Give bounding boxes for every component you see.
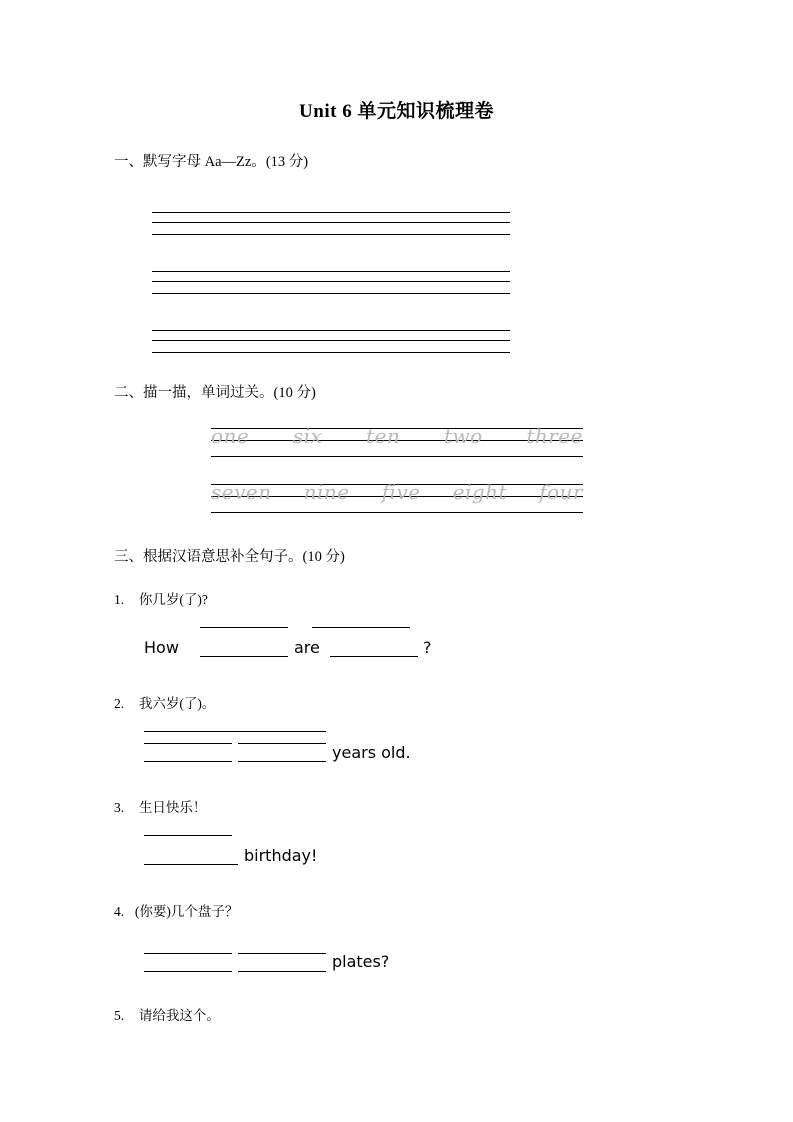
question-4-blank-3[interactable] [238, 953, 326, 954]
section-3-heading: 三、根据汉语意思补全句子。(10 分) [114, 549, 345, 565]
question-2-blank-3[interactable] [238, 743, 326, 744]
question-2-blank-2[interactable] [144, 761, 232, 762]
question-1-blank-upper-2[interactable] [312, 627, 410, 628]
trace-word: five [381, 480, 421, 504]
question-3-text: 生日快乐！ [138, 800, 207, 815]
trace-word: seven [211, 480, 272, 504]
question-1-prompt [114, 588, 208, 608]
question-2-blank-upper[interactable] [144, 731, 326, 732]
question-4-text: (你要)几个盘子？ [134, 904, 239, 919]
trace-word: nine [303, 480, 350, 504]
letter-stave-1 [152, 212, 510, 240]
section-2-heading: 二、描一描，单词过关。(10 分) [114, 385, 316, 401]
trace-word: eight [452, 480, 508, 504]
trace-word: two [443, 424, 483, 448]
tracing-stave-row-2 [211, 480, 583, 516]
trace-word: three [526, 424, 583, 448]
question-4-word: plates? [332, 952, 390, 971]
question-1-number: 1. [114, 592, 125, 607]
question-2-prompt [114, 692, 215, 712]
question-2-text: 我六岁(了)。 [138, 696, 216, 711]
question-5-prompt [114, 1004, 220, 1024]
trace-word: six [292, 424, 323, 448]
letter-stave-3 [152, 330, 510, 358]
question-1-blank-1[interactable] [200, 656, 288, 657]
question-4-blank-2[interactable] [144, 971, 232, 972]
question-3-number: 3. [114, 800, 125, 815]
question-2-number: 2. [114, 696, 125, 711]
question-3-blank-1[interactable] [144, 864, 238, 865]
section-1-heading: 一、默写字母 Aa—Zz。(13 分) [114, 154, 309, 170]
tracing-words-row-1 [211, 424, 583, 448]
question-3-prompt [114, 796, 206, 816]
letter-stave-2 [152, 271, 510, 299]
question-1-blank-upper-1[interactable] [200, 627, 288, 628]
question-1-word-how: How [144, 638, 179, 657]
question-3-word: birthday! [244, 846, 318, 865]
question-3-blank-upper[interactable] [144, 835, 232, 836]
trace-word: ten [366, 424, 401, 448]
tracing-words-row-2 [211, 480, 583, 504]
question-2-blank-1[interactable] [144, 743, 232, 744]
question-2-words: years old. [332, 743, 411, 762]
question-4-number: 4. [114, 904, 125, 919]
tracing-stave-row-1 [211, 424, 583, 460]
question-4-blank-1[interactable] [144, 953, 232, 954]
trace-word: one [211, 424, 250, 448]
question-5-text: 请给我这个。 [138, 1008, 220, 1023]
question-2-blank-4[interactable] [238, 761, 326, 762]
question-4-blank-4[interactable] [238, 971, 326, 972]
question-4-prompt [114, 900, 238, 920]
trace-word: four [539, 480, 583, 504]
question-1-word-qmark: ? [423, 638, 432, 657]
question-1-blank-2[interactable] [330, 656, 418, 657]
question-1-text: 你几岁(了)? [138, 592, 208, 607]
page-title: Unit 6 单元知识梳理卷 [299, 101, 494, 122]
question-5-number: 5. [114, 1008, 125, 1023]
question-1-word-are: are [294, 638, 320, 657]
